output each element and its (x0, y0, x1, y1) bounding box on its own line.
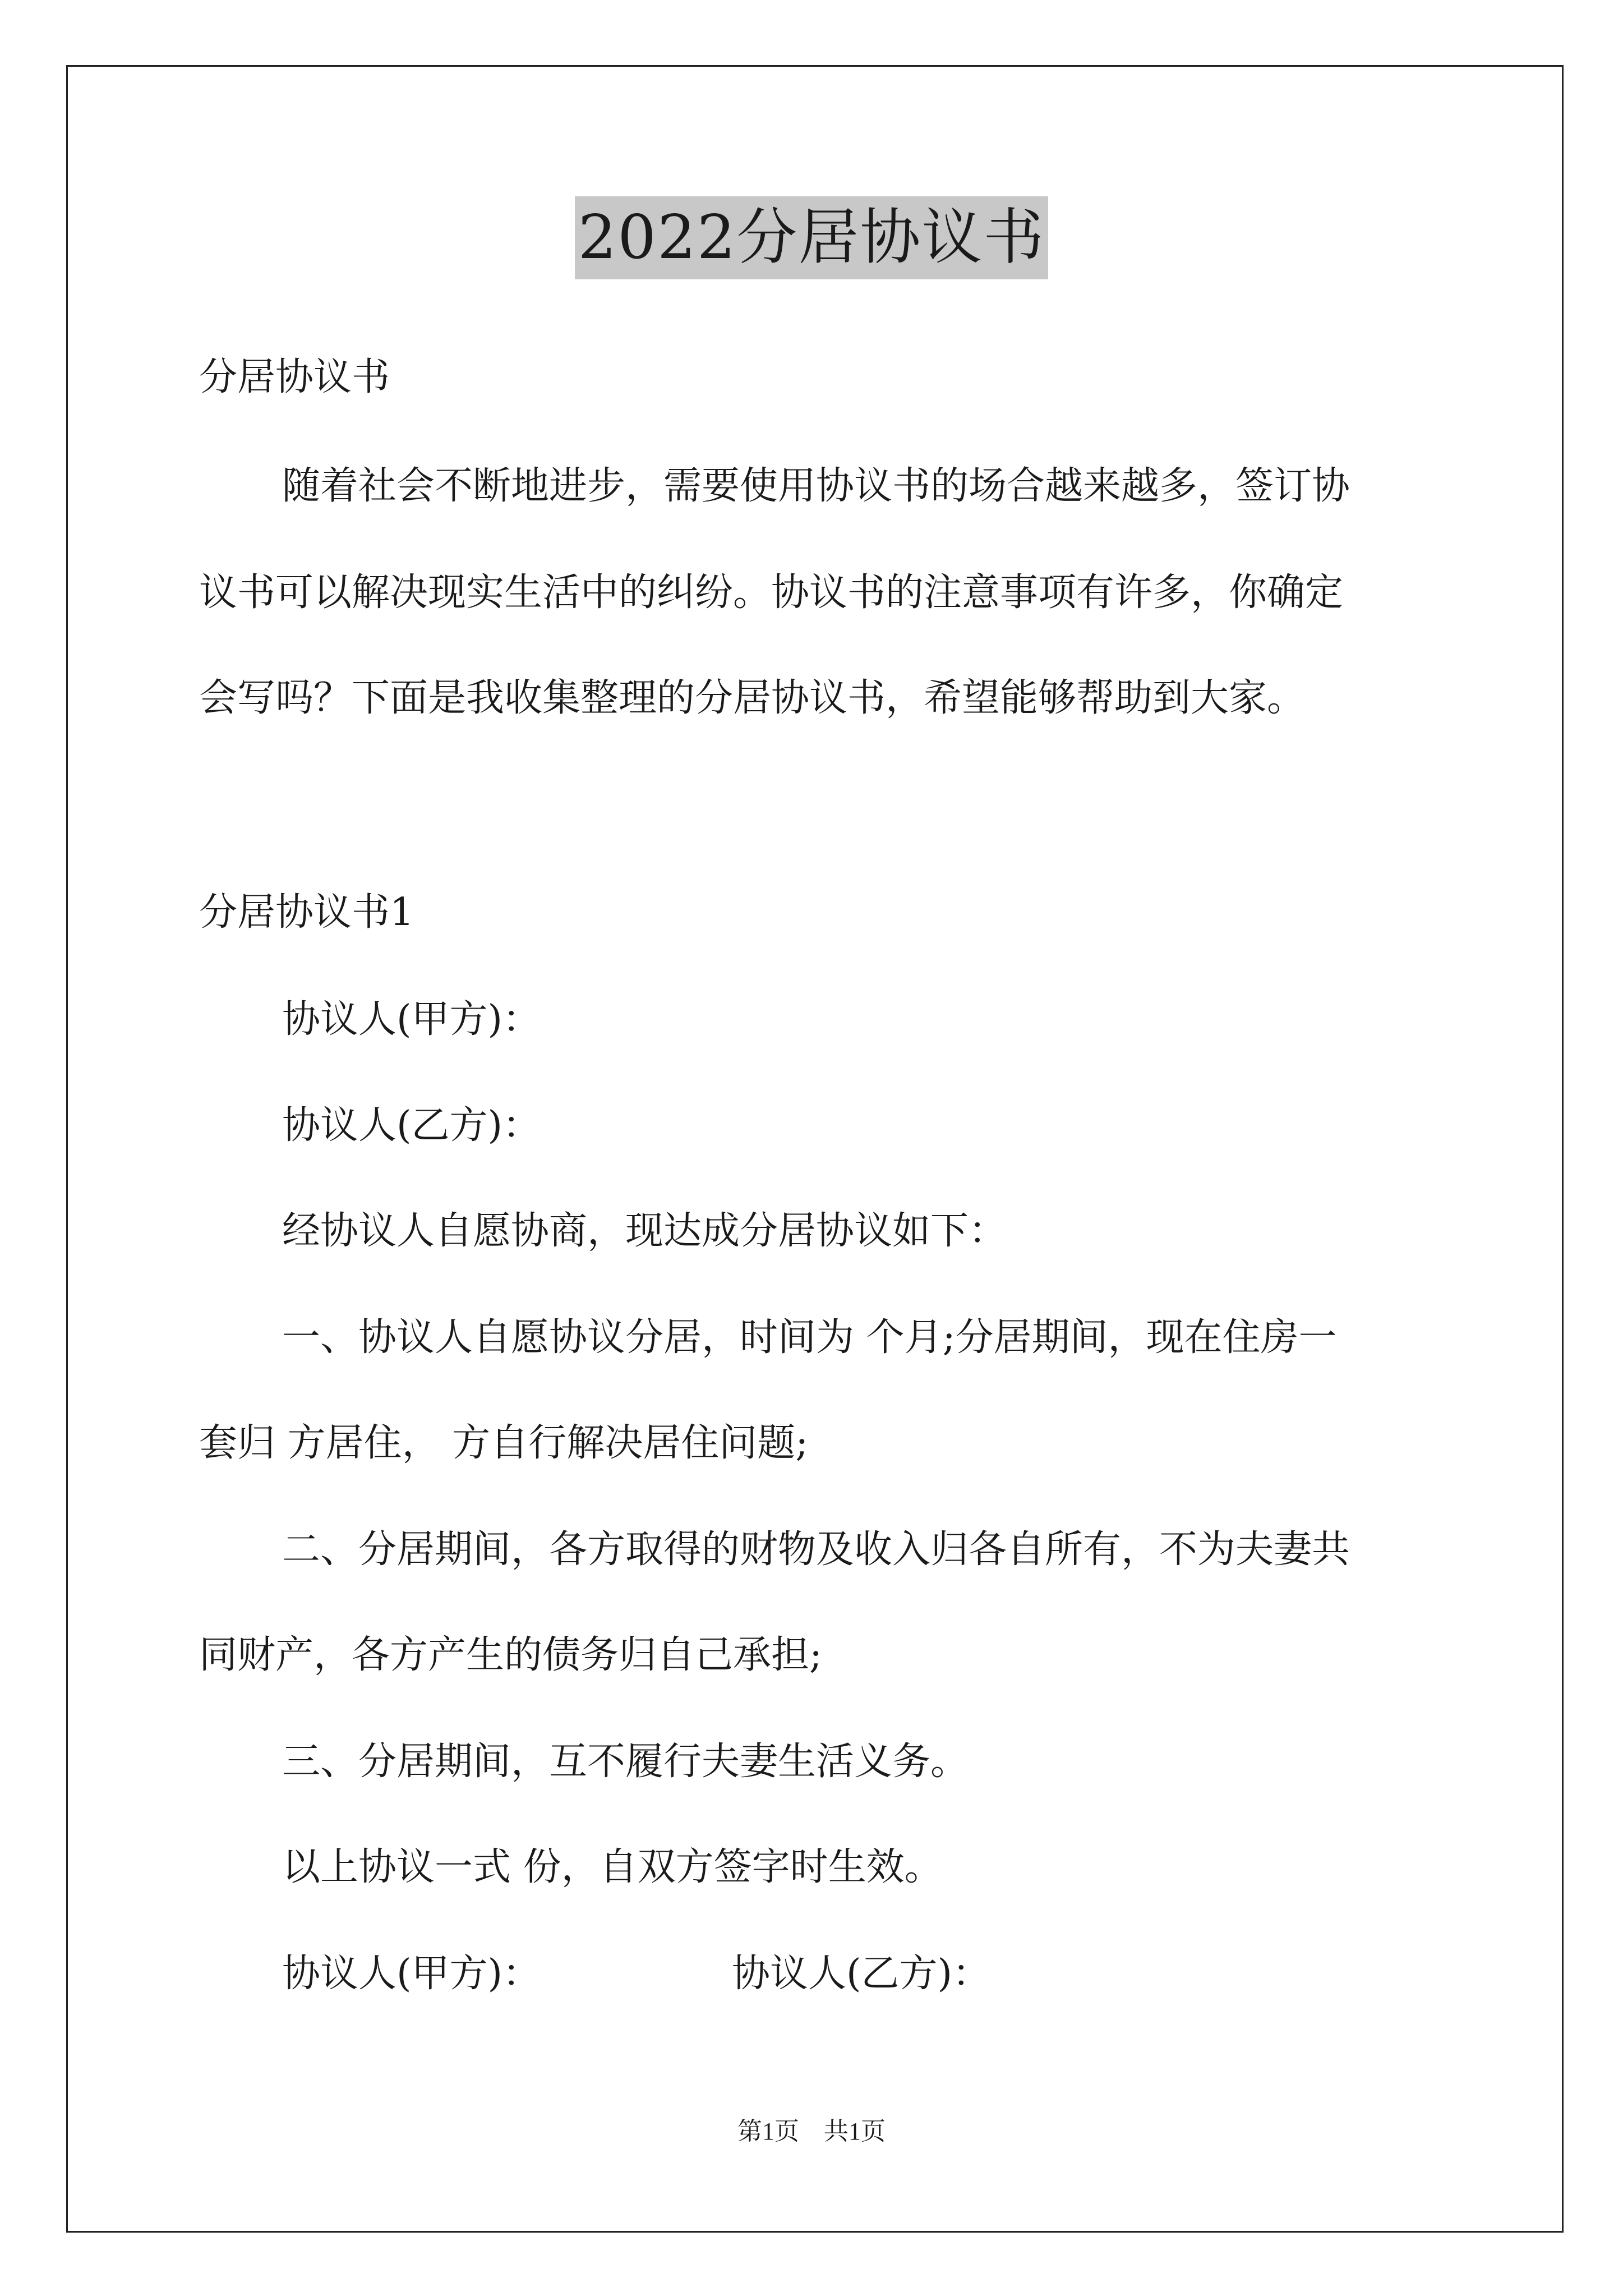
preamble: 经协议人自愿协商，现达成分居协议如下： (282, 1209, 1007, 1253)
clause-1-line-2: 套归 方居住， 方自行解决居住问题; (199, 1421, 809, 1465)
intro-line-3: 会写吗？下面是我收集整理的分居协议书，希望能够帮助到大家。 (199, 676, 1306, 720)
section-heading: 分居协议书1 (199, 890, 414, 935)
signature-party-a: 协议人(甲方)： (282, 1952, 541, 1996)
subtitle: 分居协议书 (199, 355, 390, 399)
clause-2-line-2: 同财产，各方产生的债务归自己承担; (199, 1633, 822, 1677)
intro-line-1: 随着社会不断地进步，需要使用协议书的场合越来越多，签订协 (282, 464, 1350, 508)
closing-statement: 以上协议一式 份，自双方签字时生效。 (282, 1845, 943, 1889)
page-footer: 第1页 共1页 (737, 2118, 886, 2145)
clause-2-line-1: 二、分居期间，各方取得的财物及收入归各自所有，不为夫妻共 (282, 1527, 1350, 1572)
title-container (0, 196, 1623, 279)
clause-1-line-1: 一、协议人自愿协议分居，时间为 个月;分居期间，现在住房一 (282, 1315, 1337, 1360)
clause-3: 三、分居期间，互不履行夫妻生活义务。 (282, 1740, 969, 1784)
document-title: 2022分居协议书 (575, 196, 1049, 279)
party-a-label: 协议人(甲方)： (282, 997, 541, 1042)
intro-line-2: 议书可以解决现实生活中的纠纷。协议书的注意事项有许多，你确定 (199, 570, 1344, 615)
signature-party-b: 协议人(乙方)： (732, 1952, 991, 1996)
party-b-label: 协议人(乙方)： (282, 1103, 541, 1148)
